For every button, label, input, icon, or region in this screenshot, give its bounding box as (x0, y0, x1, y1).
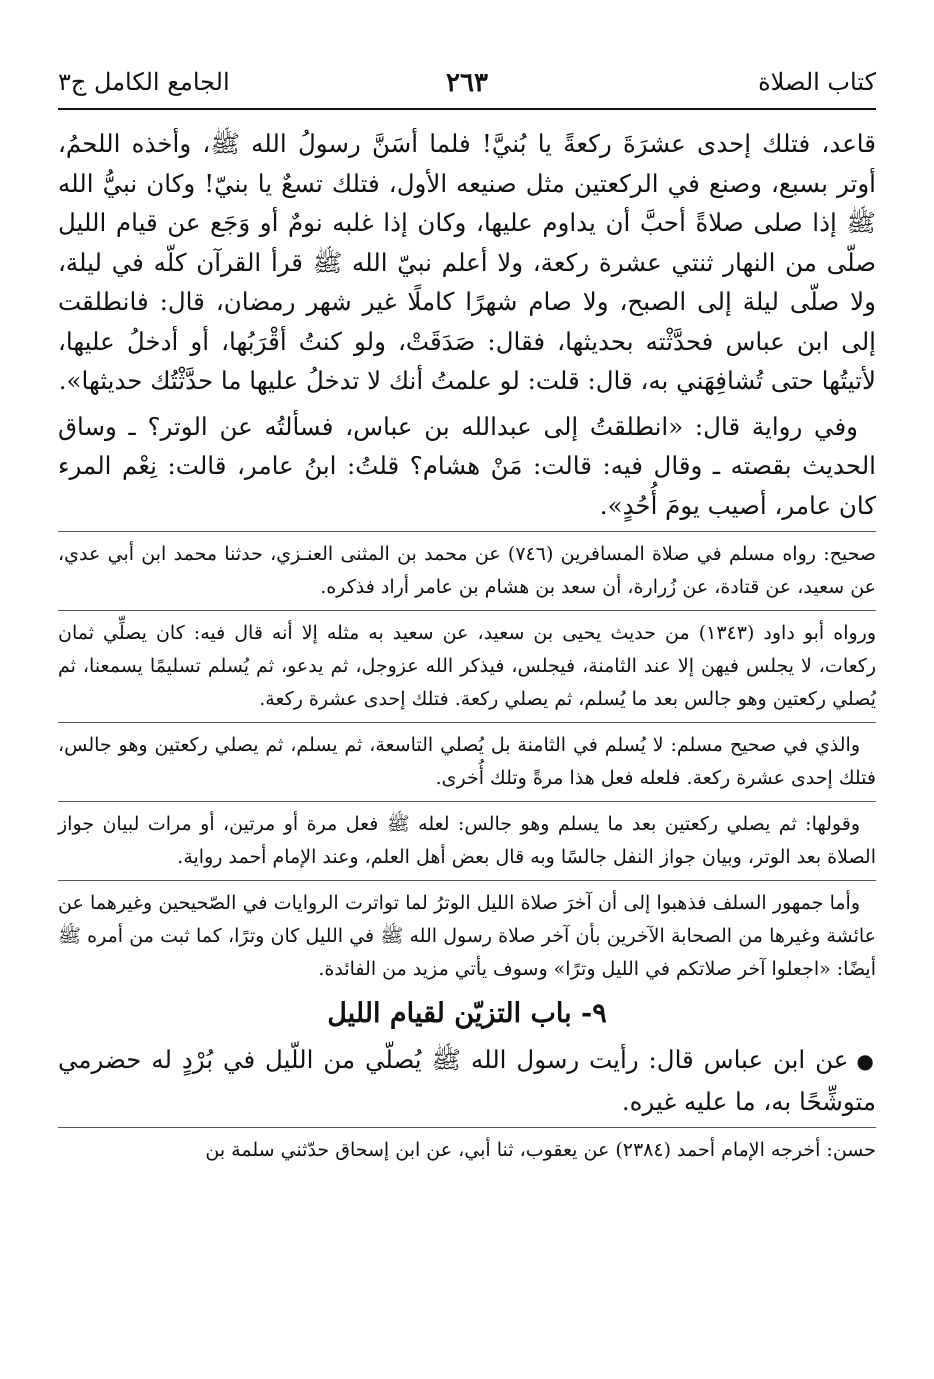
hadith-text-continued: قاعد، فتلك إحدى عشرَةَ ركعةً يا بُنيَّ! فلما أسَنَّ رسولُ الله ﷺ، وأخذه اللحمُ، أوتر بسبع، وصنع في الركعتين مثل صنيعه الأول، فتلك تسعٌ يا بنيّ! وكان نبيُّ الله ﷺ إذا صلى صلاةً أحبَّ أن يداوم عليها، وكان إذا غلبه نومٌ أو وَجَع عن قيام الليل صلّى من النهار ثنتي عشرة ركعة، ولا أعلم نبيّ الله ﷺ قرأ القرآن كلّه في ليلة، ولا صلّى ليلة إلى الصبح، ولا صام شهرًا كاملًا غير شهر رمضان، قال: فانطلقت إلى ابن عباس فحدَّثْته بحديثها، فقال: صَدَقَتْ، ولو كنتُ أقْرَبُها، أو أدخلُ عليها، لأتيتُها حتى تُشافِهَني به، قال: قلت: لو علمتُ أنك لا تدخلُ عليها ما حدَّثْتُك حديثها». (58, 129, 876, 395)
bullet-icon: ● (856, 1049, 876, 1073)
commentary-note: وقولها: ثم يصلي ركعتين بعد ما يسلم وهو جالس: لعله ﷺ فعل مرة أو مرتين، أو مرات لبيان جواز الصلاة بعد الوتر، وبيان جواز النفل جالسًا وبه قال بعض أهل العلم، وعند الإمام أحمد رواية. (58, 813, 876, 868)
volume-title: الجامع الكامل ج٣ (58, 68, 230, 96)
hadith-body: عن ابن عباس قال: رأيت رسول الله ﷺ يُصلّي من اللّيل في بُرْدٍ له حضرمي متوشِّحًا به، ما عليه غيره. (58, 1045, 876, 1116)
note-divider (58, 722, 876, 723)
abu-dawud-note: ورواه أبو داود (١٣٤٣) من حديث يحيى بن سعيد، عن سعيد به مثله إلا أنه قال فيه: كان يصلِّي ثمان ركعات، لا يجلس فيهن إلا عند الثامنة، فيجلس، فيذكر الله عزوجل، ثم يدعو، ثم يُسلم تسليمًا يسمعنا، ثم يُصلي ركعتين وهو جالس بعد ما يُسلم، ثم يصلي ركعة. فتلك إحدى عشرة ركعة. (58, 622, 876, 710)
majority-view-note: وأما جمهور السلف فذهبوا إلى أن آخرَ صلاة الليل الوترُ لما تواترت الروايات في الصّحيحين وغيرهما عن عائشة وغيرها من الصحابة الآخرين بأن آخر صلاة رسول الله ﷺ في الليل كان وترًا، كما ثبت من أمره ﷺ أيضًا: «اجعلوا آخر صلاتكم في الليل وترًا» وسوف يأتي مزيد من الفائدة. (58, 892, 876, 980)
page-body (58, 124, 876, 1171)
note-divider (58, 880, 876, 881)
page-header (58, 68, 876, 110)
note-divider (58, 801, 876, 802)
footnote-divider (58, 1127, 876, 1128)
book-title: كتاب الصلاة (758, 68, 876, 96)
chapter-heading: ٩- باب التزيّن لقيام الليل (327, 998, 607, 1029)
footnote-divider (58, 531, 876, 532)
grading-note: حسن: أخرجه الإمام أحمد (٢٣٨٤) عن يعقوب، ثنا أبي، عن ابن إسحاق حدّثني سلمة بن (205, 1139, 876, 1161)
takhrij-note: صحيح: رواه مسلم في صلاة المسافرين (٧٤٦) عن محمد بن المثنى العنـزي، حدثنا محمد ابن أبي عدي، عن سعيد، عن قتادة، عن زُرارة، أن سعد بن هشام بن عامر أراد فذكره. (58, 543, 877, 598)
page-number: ٢٦٣ (446, 68, 488, 98)
hadith-variant-narration: وفي رواية قال: «انطلقتُ إلى عبدالله بن عباس، فسألتُه عن الوتر؟ ـ وساق الحديث بقصته ـ وقال فيه: قالت: مَنْ هشام؟ قلتُ: ابنُ عامر، قالت: نِعْم المرء كان عامر، أصيب يومَ أُحُدٍ». (58, 411, 876, 520)
sahih-muslim-note: والذي في صحيح مسلم: لا يُسلم في الثامنة بل يُصلي التاسعة، ثم يسلم، ثم يصلي ركعتين وهو جالس، فتلك إحدى عشرة ركعة. فلعله فعل هذا مرةً وتلك أُخرى. (58, 734, 876, 789)
note-divider (58, 610, 876, 611)
hadith-text (58, 1040, 876, 1121)
